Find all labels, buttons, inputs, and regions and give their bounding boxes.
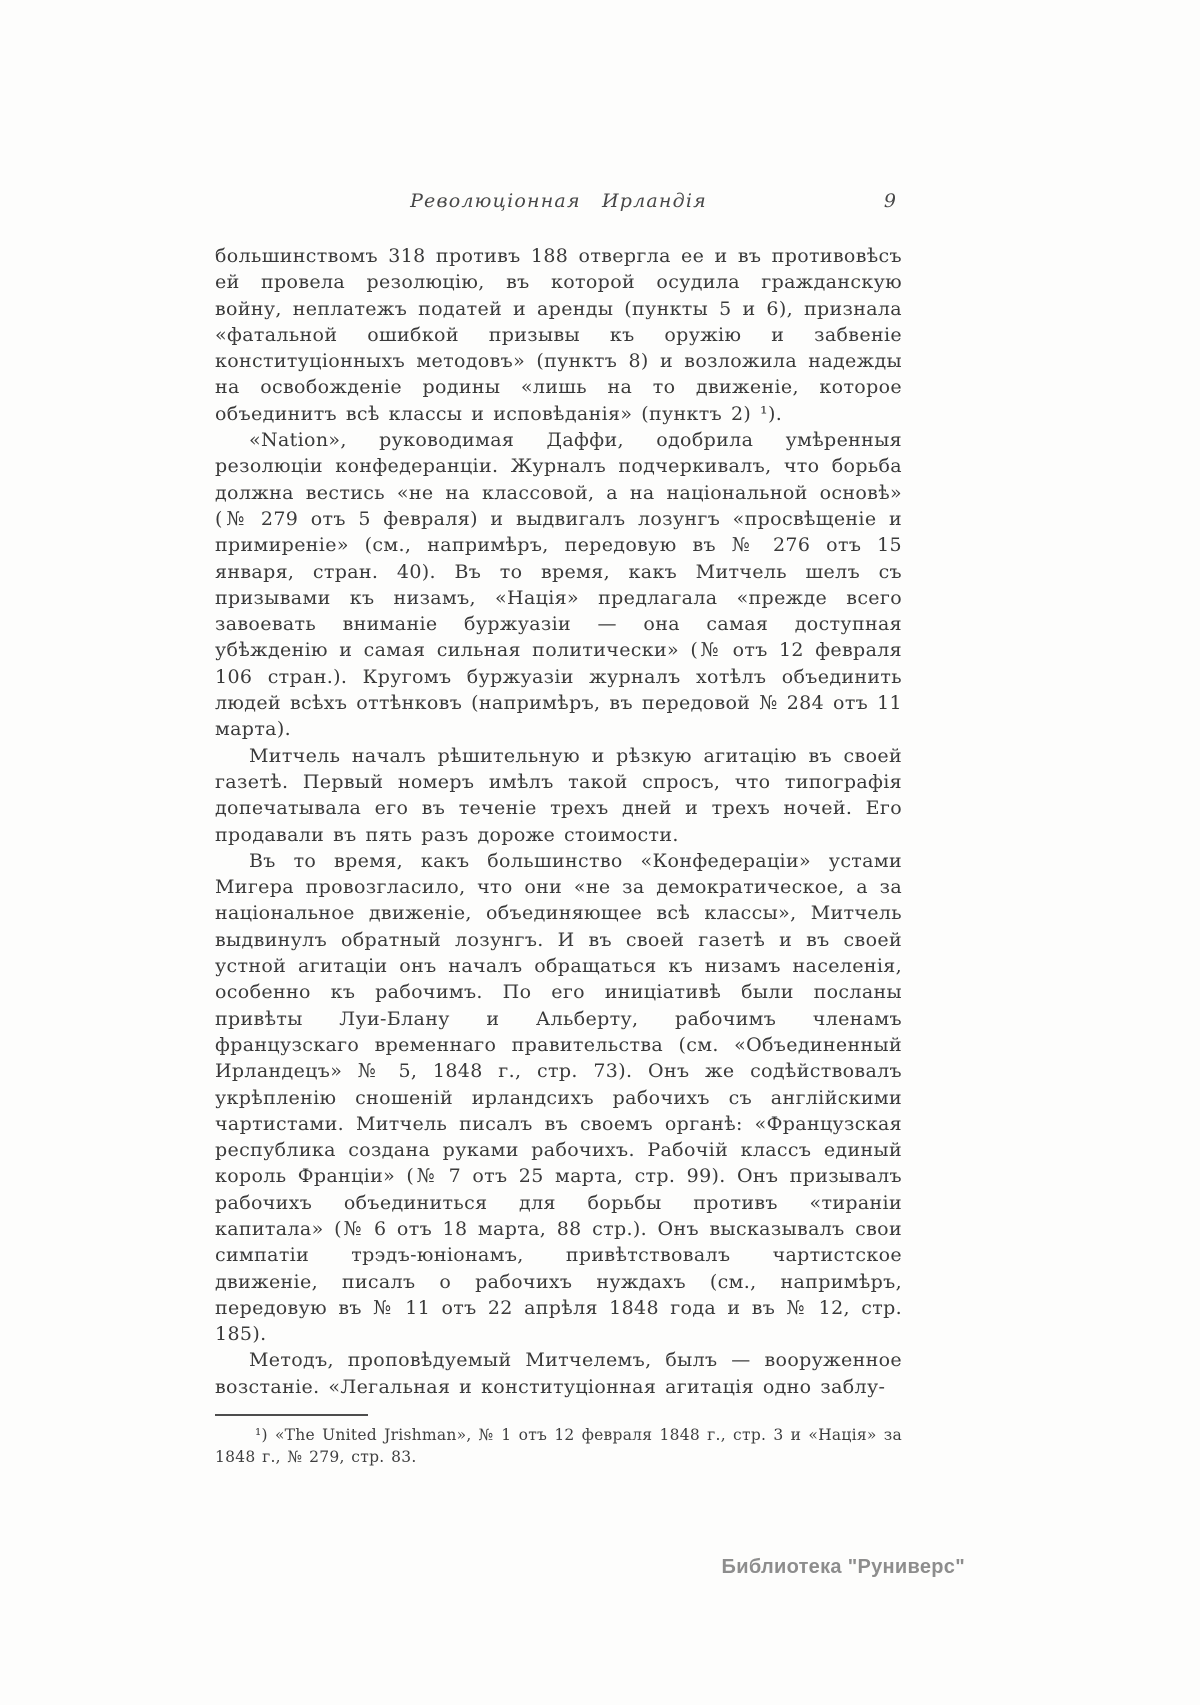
running-header: [215, 190, 902, 212]
body-paragraph-4: Въ то время, какъ большинство «Конфедераціи» устами Мигера провозгласило, что они «не за демократическое, а за національное движеніе, объединяющее всѣ классы», Митчель выдвинулъ обратный лозунгъ. И въ своей газетѣ и въ своей устной агитаціи онъ началъ обращаться къ низамъ населенія, особенно къ рабочимъ. По его иниціативѣ были посланы привѣты Луи-Блану и Альберту, рабочимъ членамъ французскаго временнаго правительства (см. «Объединенный Ирландецъ» № 5, 1848 г., стр. 73). Онъ же содѣйствовалъ укрѣпленію сношеній ирландсихъ рабочихъ съ англійскими чартистами. Митчель писалъ въ своемъ органѣ: «Французская республика создана руками рабочихъ. Рабочій классъ единый король Франціи» (№ 7 отъ 25 марта, стр. 99). Онъ призывалъ рабочихъ объединиться для борьбы противъ «тираніи капитала» (№ 6 отъ 18 марта, 88 стр.). Онъ высказывалъ свои симпатіи трэдъ-юніонамъ, привѣтствовалъ чартистское движеніе, писалъ о рабочихъ нуждахъ (см., напримѣръ, передовую въ № 11 отъ 22 апрѣля 1848 года и въ № 12, стр. 185).: [215, 849, 902, 1346]
footnote-separator: [215, 1414, 368, 1416]
body-paragraph-2: «Nation», руководимая Даффи, одобрила умѣренныя резолюціи конфедеранціи. Журналъ подчеркивалъ, что борьба должна вестись «не на классовой, а на національной основѣ» (№ 279 отъ 5 февраля) и выдвигалъ лозунгъ «просвѣщеніе и примиреніе» (см., напримѣръ, передовую въ № 276 отъ 15 января, стран. 40). Въ то время, какъ Митчель шелъ съ призывами къ низамъ, «Нація» предлагала «прежде всего завоевать вниманіе буржуазіи — она самая доступная убѣжденію и самая сильная политически» (№ отъ 12 февраля 106 стран.). Кругомъ буржуазіи журналъ хотѣлъ объединить людей всѣхъ оттѣнковъ (напримѣръ, въ передовой № 284 отъ 11 марта).: [215, 429, 902, 741]
text-block: [215, 243, 902, 1468]
library-watermark: Библиотека "Руниверс": [721, 1556, 965, 1578]
body-paragraph-3: Митчель началъ рѣшительную и рѣзкую агитацію въ своей газетѣ. Первый номеръ имѣлъ такой спросъ, что типографія допечатывала его въ теченіе трехъ дней и трехъ ночей. Его продавали въ пять разъ дороже стоимости.: [215, 744, 902, 846]
footnote: ¹) «The United Jrishman», № 1 отъ 12 февраля 1848 г., стр. 3 и «Нація» за 1848 г., № 279, стр. 83.: [215, 1426, 902, 1467]
page-header-title: Революціонная Ирландія: [410, 190, 707, 212]
body-paragraph-1: большинствомъ 318 противъ 188 отвергла ее и въ противовѣсъ ей провела резолюцію, въ которой осудила гражданскую войну, неплатежъ податей и аренды (пункты 5 и 6), признала «фатальной ошибкой призывы къ оружію и забвеніе конституціонныхъ методовъ» (пунктъ 8) и возложила надежды на освобожденіе родины «лишь на то движеніе, которое объединитъ всѣ классы и исповѣданія» (пунктъ 2) ¹).: [215, 245, 902, 425]
body-paragraph-5: Методъ, проповѣдуемый Митчелемъ, былъ — вооруженное возстаніе. «Легальная и конституціонная агитація одно заблу-: [215, 1349, 902, 1398]
page-number: 9: [883, 190, 896, 212]
